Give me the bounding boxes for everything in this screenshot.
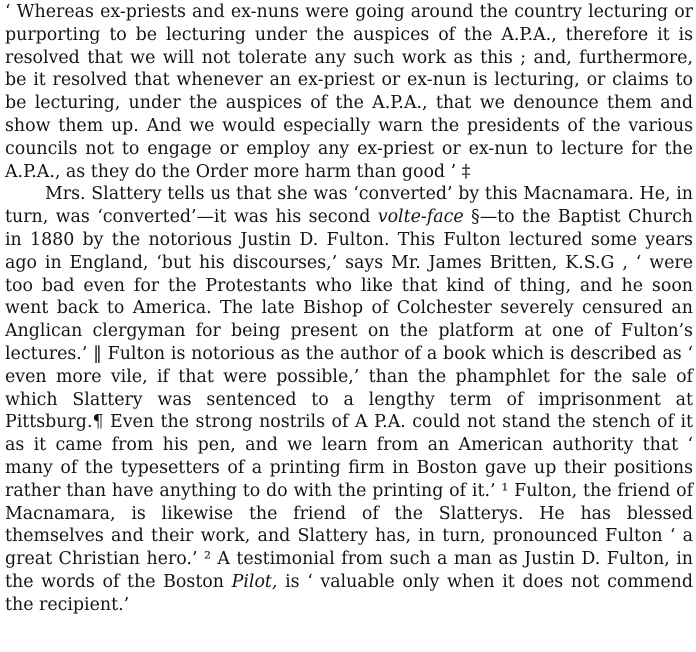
paragraph-segment-5: is ‘ valuable only when it does not commend the recipient.’ [5, 571, 693, 615]
paragraph-segment-3: §—to the Baptist Church in 1880 by the notorious Justin D. Fulton. This Fulton lectured some years ago in England, ‘but his discourses,’ says Mr. James Britten, K.S.G , ‘ were too bad even for the Protestants who like that kind of thing, and he soon went back to America. The late Bishop of Colchester severely censured an Anglican clergyman for being present on the platform at one of Fulton’s lectures.’ ‖ Fulton is notorious as the author of a book which is described as ‘ even more vile, if that were possible,’ than the phamphlet for the sale of which Slattery was sentenced to a lengthy term of imprisonment at Pittsburg.¶ Even the strong nostrils of A P.A. could not stand the stench of it as it came from his pen, and we learn from an American authority that ‘ many of the typesetters of a printing firm in Boston gave up their positions rather than have anything to do with the printing of it.’ ¹ Fulton, the friend of Macnamara, is likewise the friend of the Slatterys. He has blessed themselves and their work, and Slattery has, in turn, pronounced Fulton ‘ a great Christian hero.’ ² A testimonial from such a man as Justin D. Fulton, in the words of the Boston [5, 207, 694, 592]
italic-pilot: Pilot, [231, 571, 278, 592]
italic-volte-face: volte-face [377, 207, 464, 228]
document-page [5, 1, 693, 617]
paragraph-apa-resolution: ‘ Whereas ex-priests and ex-nuns were going around the country lecturing or purporting to be lecturing under the auspices of the A.P.A., therefore it is resolved that we will not tolerate any such work as this ; and, furthermore, be it resolved that whenever an ex-priest or ex-nun is lecturing, or claims to be lecturing, under the auspices of the A.P.A., that we denounce them and show them up. And we would especially warn the presidents of the various councils not to engage or employ any ex-priest or ex-nun to lecture for the A.P.A., as they do the Order more harm than good ’ ‡ [5, 2, 693, 182]
paragraph-slattery-fulton [5, 183, 693, 616]
paragraph-segment-1: Mrs. Slattery tells us that she was ‘converted’ by this Macnamara. He, in turn, was ‘converted’—it was his second [5, 184, 693, 228]
